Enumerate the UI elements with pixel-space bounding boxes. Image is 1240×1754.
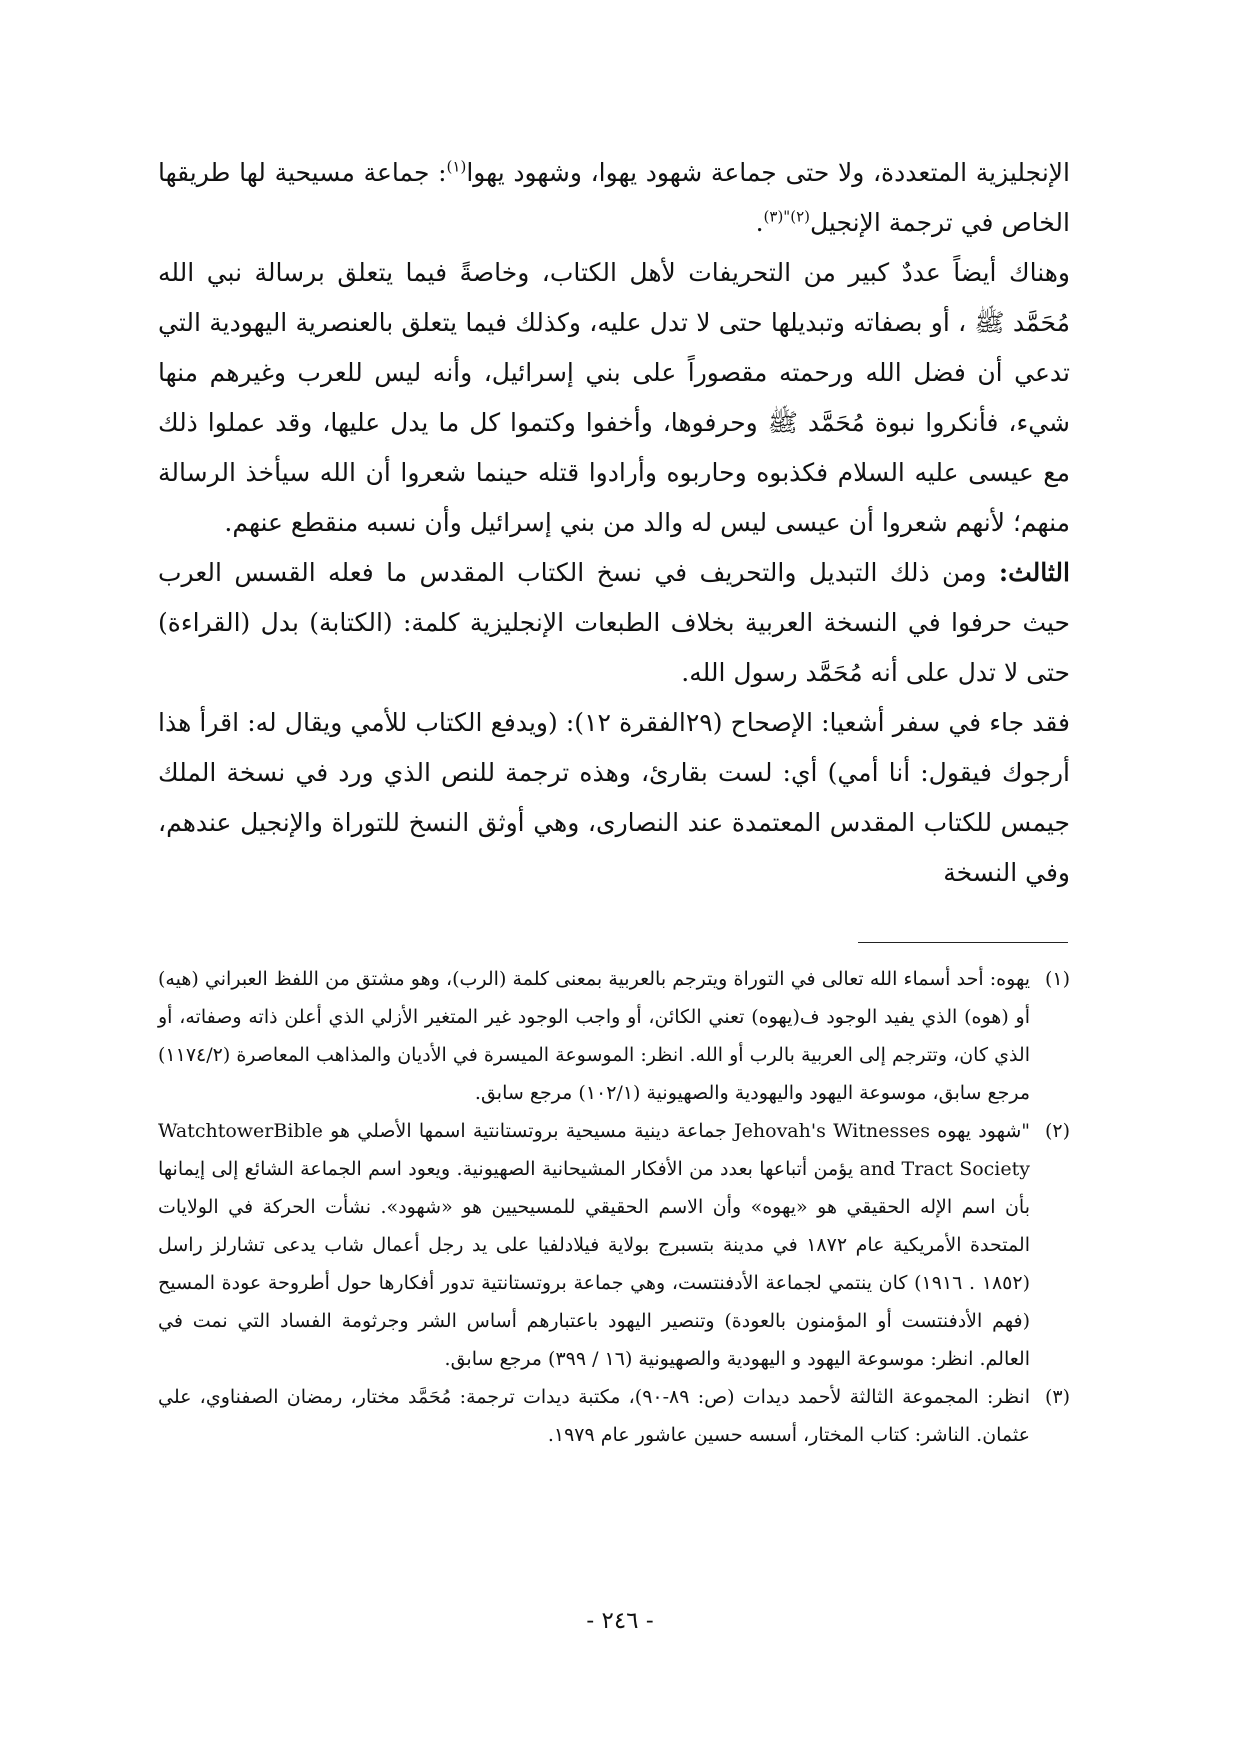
paragraph-3 (158, 548, 1070, 698)
footnote-separator (858, 942, 1068, 943)
page-number: - ٢٤٦ - (586, 1608, 654, 1634)
footnote-number: (٢) (1044, 1120, 1070, 1142)
paragraph-1 (158, 148, 1070, 248)
paragraph-4: فقد جاء في سفر أشعيا: الإصحاح (٢٩الفقرة ١٢): (ويدفع الكتاب للأمي ويقال له: اقرأ هذا أرجوك فيقول: أنا أمي) أي: لست بقارئ، وهذه ترجمة للنص الذي ورد في نسخة الملك جيمس للكتاب المقدس المعتمدة عند النصارى، وهي أوثق النسخ للتوراة والإنجيل عندهم، وفي النسخة (158, 708, 1071, 887)
footnote-number: (١) (1044, 968, 1070, 990)
footnote-ref-2-3[interactable]: (٢)"(٣) (763, 207, 810, 226)
footnote-1 (158, 960, 1070, 1112)
paragraph-1-text-a: الإنجليزية المتعددة، ولا حتى جماعة شهود يهوا، وشهود يهوا (466, 158, 1070, 187)
paragraph-1-text-c: . (755, 208, 764, 237)
footnote-text: انظر: المجموعة الثالثة لأحمد ديدات (ص: ٨٩-٩٠)، مكتبة ديدات ترجمة: مُحَمَّد مختار، رمضان الصفناوي، علي عثمان. الناشر: كتاب المختار، أسسه حسين عاشور عام ١٩٧٩. (158, 1386, 1030, 1446)
footnote-2 (158, 1112, 1070, 1378)
paragraph-3-body: ومن ذلك التبديل والتحريف في نسخ الكتاب المقدس ما فعله القسس العرب حيث حرفوا في النسخة العربية بخلاف الطبعات الإنجليزية كلمة: (الكتابة) بدل (القراءة) حتى لا تدل على أنه مُحَمَّد رسول الله. (158, 558, 1070, 687)
footnote-text: "شهود يهوه Jehovah's Witnesses جماعة دينية مسيحية بروتستانتية اسمها الأصلي هو WatchtowerBible and Tract Society يؤمن أتباعها بعدد من الأفكار المشيحانية الصهيونية. ويعود اسم الجماعة الشائع إلى إيمانها بأن اسم الإله الحقيقي هو «يهوه» وأن الاسم الحقيقي للمسيحيين هو «شهود». نشأت الحركة في الولايات المتحدة الأمريكية عام ١٨٧٢ في مدينة بتسبرج بولاية فيلادلفيا على يد رجل أعمال شاب يدعى تشارلز راسل (١٨٥٢ . ١٩١٦) كان ينتمي لجماعة الأدفنتست، وهي جماعة بروتستانتية تدور أفكارها حول أطروحة عودة المسيح (فهم الأدفنتست أو المؤمنون بالعودة) وتنصير اليهود باعتبارهم أساس الشر وجرثومة الفساد التي نمت في العالم. انظر: موسوعة اليهود و اليهودية والصهيونية (١٦ / ٣٩٩) مرجع سابق. (158, 1120, 1031, 1370)
footnote-ref-1[interactable]: (١) (446, 157, 467, 176)
paragraph-1-text-b: : جماعة مسيحية لها طريقها الخاص في ترجمة الإنجيل (158, 158, 1070, 237)
footnote-number: (٣) (1044, 1386, 1070, 1408)
main-text (158, 148, 1070, 898)
footnotes (158, 960, 1070, 1454)
paragraph-2: وهناك أيضاً عددٌ كبير من التحريفات لأهل الكتاب، وخاصةً فيما يتعلق برسالة نبي الله مُحَمَّد ﷺ ، أو بصفاته وتبديلها حتى لا تدل عليه، وكذلك فيما يتعلق بالعنصرية اليهودية التي تدعي أن فضل الله ورحمته مقصوراً على بني إسرائيل، وأنه ليس للعرب وغيرهم منها شيء، فأنكروا نبوة مُحَمَّد ﷺ وحرفوها، وأخفوا وكتموا كل ما يدل عليها، وقد عملوا ذلك مع عيسى عليه السلام فكذبوه وحاربوه وأرادوا قتله حينما شعروا أن الله سيأخذ الرسالة منهم؛ لأنهم شعروا أن عيسى ليس له والد من بني إسرائيل وأن نسبه منقطع عنهم. (158, 258, 1071, 537)
paragraph-3-lead: الثالث: (998, 558, 1070, 587)
footnote-3 (158, 1378, 1070, 1454)
footnote-text: يهوه: أحد أسماء الله تعالى في التوراة ويترجم بالعربية بمعنى كلمة (الرب)، وهو مشتق من اللفظ العبراني (هيه) أو (هوه) الذي يفيد الوجود ف(يهوه) تعني الكائن، أو واجب الوجود غير المتغير الأزلي الذي أعلن ذاته وصفاته، أو الذي كان، وتترجم إلى العربية بالرب أو الله. انظر: الموسوعة الميسرة في الأديان والمذاهب المعاصرة (١١٧٤/٢) مرجع سابق، موسوعة اليهود واليهودية والصهيونية (١٠٢/١) مرجع سابق. (158, 968, 1030, 1104)
